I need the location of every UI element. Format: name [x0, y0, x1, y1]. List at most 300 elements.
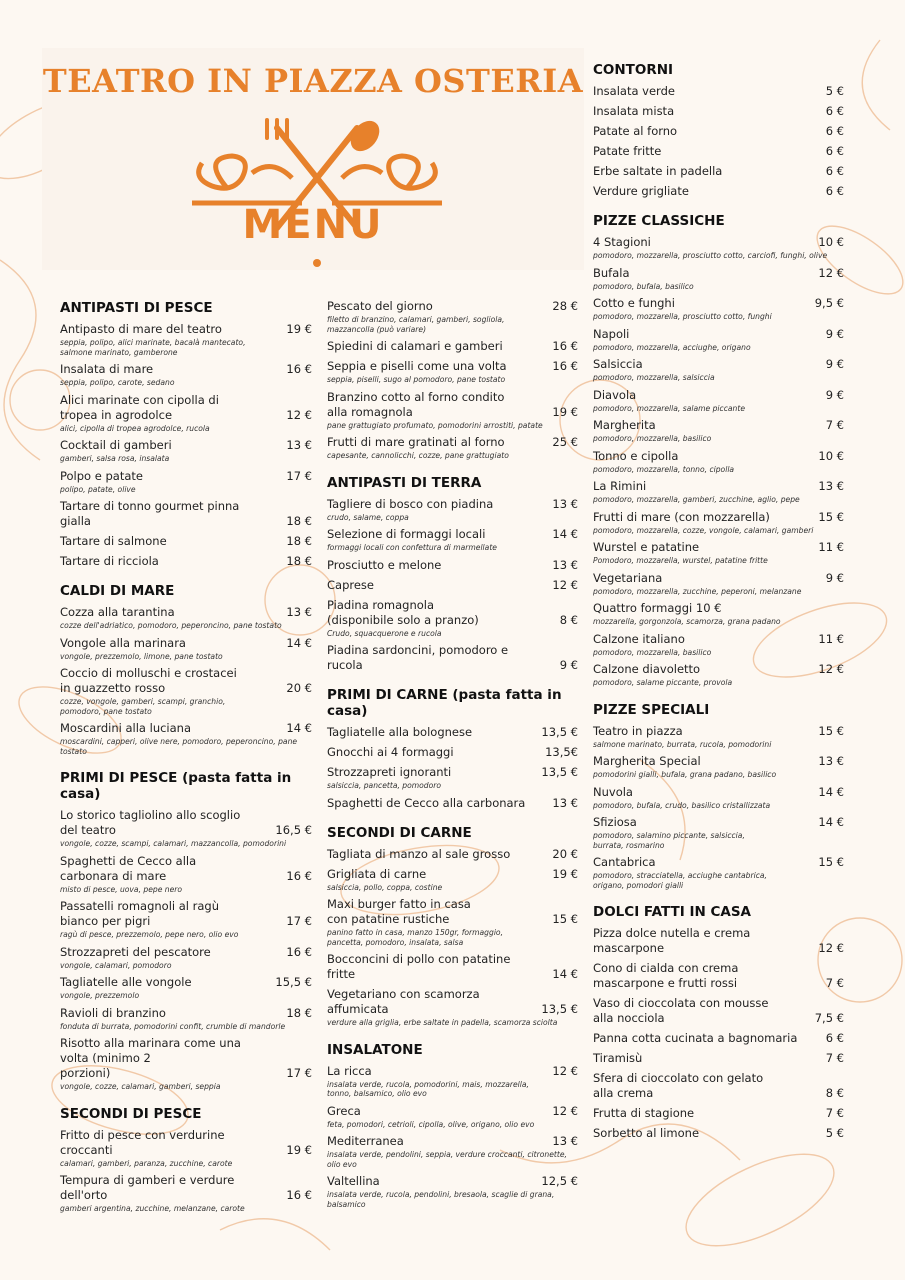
dish-price: 6 €	[825, 144, 844, 158]
dish-description: pomodoro, mozzarella, salame piccante	[593, 403, 745, 413]
dish-name: Tartare di ricciola	[60, 554, 159, 568]
menu-item	[593, 449, 844, 475]
dish-name: Vongole alla marinara	[60, 635, 186, 650]
dish-description: pomodoro, mozzarella, cozze, vongole, calamari, gamberi	[593, 525, 814, 535]
dish-name: Coccio di molluschi e crostacei in guazzetto rosso	[60, 666, 237, 695]
dish-description: vongole, cozze, calamari, gamberi, seppia	[60, 1082, 221, 1091]
menu-item	[327, 765, 578, 791]
menu-section	[60, 300, 312, 569]
menu-item	[60, 534, 312, 549]
dish-price: 14 €	[286, 635, 312, 650]
dish-name: Cocktail di gamberi	[60, 438, 172, 452]
dish-description: calamari, gamberi, paranza, zucchine, carote	[60, 1158, 233, 1168]
dish-description: insalata verde, rucola, pomodorini, mais, mozzarella, tonno, balsamico, olio evo	[327, 1079, 529, 1098]
dish-description: pomodoro, mozzarella, basilico	[593, 647, 712, 657]
dish-description: ragù di pesce, prezzemolo, pepe nero, olio evo	[60, 930, 239, 939]
menu-item	[593, 754, 844, 780]
dish-name: Frutti di mare gratinati al forno	[327, 435, 505, 449]
dish-name: Sfiziosa	[593, 815, 637, 829]
dish-name: Quattro formaggi 10 €	[593, 601, 722, 615]
dish-price: 10 €	[818, 448, 844, 463]
dish-price: 16 €	[552, 359, 578, 373]
dish-name: Ravioli di branzino	[60, 1005, 166, 1020]
dish-price: 13,5 €	[541, 765, 578, 779]
dish-name: Maxi burger fatto in casa con patatine rustiche	[327, 897, 471, 926]
dish-price: 16 €	[286, 1188, 312, 1202]
dish-price: 15 €	[818, 855, 844, 869]
dish-name: Risotto alla marinara come una volta (minimo 2 porzioni)	[60, 1036, 241, 1080]
dish-name: Bufala	[593, 265, 630, 280]
dish-name: Tartare di salmone	[60, 534, 167, 548]
dish-price: 13 €	[552, 795, 578, 810]
menu-item	[593, 104, 844, 119]
dish-price: 19 €	[552, 866, 578, 881]
dish-price: 13 €	[552, 1134, 578, 1148]
dish-price: 12 €	[552, 1063, 578, 1078]
menu-item	[60, 899, 312, 940]
menu-item	[327, 299, 578, 334]
section-title: CONTORNI	[593, 62, 674, 78]
dish-description: pomodorini gialli, bufala, grana padano, basilico	[593, 770, 777, 779]
dish-name: Vaso di cioccolata con mousse alla nocciola	[593, 996, 769, 1025]
menu-column-middle	[327, 299, 578, 1223]
section-title: CALDI DI MARE	[60, 583, 175, 599]
menu-item	[593, 164, 844, 179]
dish-name: Salsiccia	[593, 357, 643, 371]
menu-item	[327, 1174, 578, 1209]
menu-item	[593, 84, 844, 99]
menu-section	[327, 475, 578, 674]
dish-price: 12 €	[552, 577, 578, 592]
menu-item	[60, 808, 312, 849]
dish-description: alici, cipolla di tropea agrodolce, rucola	[60, 423, 210, 433]
dish-description: pomodoro, bufala, crudo, basilico cristallizzata	[593, 800, 771, 810]
dish-name: Spiedini di calamari e gamberi	[327, 339, 503, 353]
dish-price: 16 €	[286, 868, 312, 883]
menu-item	[327, 952, 578, 982]
menu-item	[593, 357, 844, 383]
dish-description: pomodoro, salamino piccante, salsiccia, burrata, rosmarino	[593, 831, 745, 850]
dish-description: formaggi locali con confettura di marmellate	[327, 543, 497, 552]
dish-name: Patate fritte	[593, 144, 662, 158]
dish-description: seppia, polipo, alici marinate, bacalà mantecato, salmone marinato, gamberone	[60, 338, 246, 357]
dish-price: 7,5 €	[814, 1011, 844, 1025]
menu-item	[593, 961, 844, 991]
dish-description: insalata verde, pendolini, seppia, verdure croccanti, citronette, olio evo	[327, 1150, 567, 1169]
dish-name: Margherita	[593, 418, 656, 432]
menu-item	[593, 996, 844, 1026]
menu-item	[60, 362, 312, 388]
dish-price: 16 €	[286, 362, 312, 376]
dish-name: Tagliata di manzo al sale grosso	[327, 846, 511, 861]
section-title: PRIMI DI PESCE (pasta fatta in casa)	[60, 770, 292, 802]
dish-name: Selezione di formaggi locali	[327, 527, 486, 541]
dish-name: Sorbetto al limone	[593, 1126, 700, 1140]
menu-item	[60, 721, 312, 756]
dish-price: 14 €	[818, 815, 844, 829]
dish-name: Tempura di gamberi e verdure dell'orto	[60, 1173, 235, 1202]
menu-item	[593, 235, 844, 261]
menu-item	[593, 418, 844, 444]
dish-name: Margherita Special	[593, 754, 701, 768]
dish-description: mozzarella, gorgonzola, scamorza, grana padano	[593, 617, 781, 626]
dish-price: 28 €	[552, 299, 578, 313]
dish-price: 11 €	[818, 540, 844, 554]
dish-price: 5 €	[825, 1126, 844, 1140]
dish-name: Calzone italiano	[593, 631, 685, 646]
dish-price: 12,5 €	[541, 1174, 578, 1188]
dish-price: 25 €	[552, 435, 578, 449]
dish-price: 13 €	[286, 605, 312, 619]
menu-item	[327, 1064, 578, 1099]
dish-price: 13 €	[552, 557, 578, 572]
dish-price: 13 €	[818, 754, 844, 768]
dish-price: 19 €	[286, 322, 312, 336]
menu-item	[593, 144, 844, 159]
menu-section	[593, 62, 844, 199]
menu-column-right	[593, 62, 844, 1155]
dish-name: Fritto di pesce con verdurine croccanti	[60, 1127, 225, 1157]
dish-description: seppia, polipo, carote, sedano	[60, 378, 175, 387]
dish-price: 9,5 €	[814, 296, 844, 310]
dish-name: Teatro in piazza	[593, 723, 683, 738]
menu-item	[593, 926, 844, 956]
menu-item	[593, 1031, 844, 1046]
dish-price: 18 €	[286, 554, 312, 568]
menu-item	[327, 867, 578, 893]
menu-item	[327, 339, 578, 354]
dish-price: 18 €	[286, 1005, 312, 1020]
dish-description: pomodoro, mozzarella, prosciutto cotto, funghi	[593, 312, 772, 321]
dish-name: Pescato del giorno	[327, 299, 433, 313]
dish-name: Frutta di stagione	[593, 1106, 695, 1120]
dish-price: 17 €	[286, 1066, 312, 1080]
dish-price: 12 €	[552, 1103, 578, 1118]
menu-item	[60, 945, 312, 971]
section-title: PIZZE SPECIALI	[593, 701, 710, 718]
menu-item	[327, 527, 578, 553]
dish-name: Tagliere di bosco con piadina	[327, 496, 494, 511]
dish-price: 9 €	[825, 326, 844, 341]
dish-price: 12 €	[818, 662, 844, 676]
menu-item	[593, 1126, 844, 1141]
dish-description: seppia, piselli, sugo al pomodoro, pane tostato	[327, 375, 506, 384]
dish-description: vongole, cozze, scampi, calamari, mazzancolla, pomodorini	[60, 839, 287, 848]
dish-name: 4 Stagioni	[593, 235, 651, 249]
dish-name: Branzino cotto al forno condito alla romagnola	[327, 389, 505, 419]
dish-name: Wurstel e patatine	[593, 540, 700, 554]
dish-name: Nuvola	[593, 784, 633, 799]
menu-section	[60, 1106, 312, 1214]
dish-name: Spaghetti de Cecco alla carbonara	[327, 795, 526, 810]
dish-name: Greca	[327, 1103, 361, 1118]
menu-item	[327, 598, 578, 639]
dish-description: cozze, vongole, gamberi, scampi, granchio, pomodoro, pane tostato	[60, 697, 226, 716]
dish-name: Insalata verde	[593, 84, 675, 98]
menu-item	[327, 897, 578, 947]
dish-description: pane grattugiato profumato, pomodorini arrostiti, patate	[327, 420, 543, 430]
dish-price: 12 €	[818, 265, 844, 280]
menu-item	[60, 975, 312, 1001]
dish-name: Strozzapreti del pescatore	[60, 944, 211, 959]
dish-description: filetto di branzino, calamari, gamberi, sogliola, mazzancolla (può variare)	[327, 315, 505, 334]
dish-price: 12 €	[818, 941, 844, 955]
dish-price: 16 €	[552, 339, 578, 353]
menu-item	[327, 847, 578, 862]
dish-description: crudo, salame, coppa	[327, 512, 409, 522]
dish-price: 8 €	[825, 1086, 844, 1100]
menu-item	[60, 1006, 312, 1032]
dish-description: Crudo, squacquerone e rucola	[327, 628, 442, 638]
dish-price: 15 €	[818, 723, 844, 738]
dish-price: 6 €	[825, 1031, 844, 1045]
menu-item	[327, 796, 578, 811]
dish-price: 9 €	[559, 658, 578, 672]
dish-name: Tagliatelle alle vongole	[60, 975, 192, 989]
menu-item	[60, 322, 312, 357]
section-title: SECONDI DI PESCE	[60, 1105, 202, 1122]
menu-item	[60, 1173, 312, 1214]
dish-description: pomodoro, bufala, basilico	[593, 281, 694, 291]
dish-name: Cotto e funghi	[593, 296, 675, 310]
menu-section	[593, 213, 844, 688]
menu-item	[327, 1104, 578, 1130]
section-title: SECONDI DI CARNE	[327, 824, 472, 841]
menu-heading: MENU	[242, 202, 384, 248]
dish-price: 6 €	[825, 124, 844, 138]
menu-section	[60, 583, 312, 756]
dish-price: 9 €	[825, 387, 844, 402]
dish-description: cozze dell'adriatico, pomodoro, peperoncino, pane tostato	[60, 621, 282, 630]
menu-item	[60, 1128, 312, 1169]
dish-price: 15 €	[818, 509, 844, 524]
dish-name: Calzone diavoletto	[593, 662, 701, 676]
menu-item	[60, 499, 312, 529]
dish-name: Napoli	[593, 326, 630, 341]
menu-item	[60, 438, 312, 464]
dish-name: Vegetariano con scamorza affumicata	[327, 987, 480, 1016]
dish-description: pomodoro, mozzarella, acciughe, origano	[593, 342, 751, 352]
dish-name: Valtellina	[327, 1174, 380, 1188]
menu-section	[327, 687, 578, 811]
menu-item	[60, 636, 312, 662]
dish-price: 12 €	[286, 407, 312, 422]
dish-price: 9 €	[825, 570, 844, 585]
dish-name: Mediterranea	[327, 1134, 404, 1148]
dish-description: vongole, prezzemolo	[60, 991, 140, 1000]
dish-description: vongole, prezzemolo, limone, pane tostato	[60, 651, 223, 661]
menu-item	[593, 479, 844, 505]
dish-name: Insalata di mare	[60, 362, 154, 376]
menu-item	[593, 184, 844, 199]
menu-item	[593, 266, 844, 292]
dish-description: insalata verde, rucola, pendolini, bresaola, scaglie di grana, balsamico	[327, 1190, 555, 1209]
dish-description: pomodoro, mozzarella, gamberi, zucchine, aglio, pepe	[593, 495, 800, 504]
dish-price: 13 €	[552, 496, 578, 511]
menu-item	[327, 987, 578, 1028]
dish-price: 11 €	[818, 631, 844, 646]
menu-section	[327, 299, 578, 461]
menu-item	[593, 785, 844, 811]
dish-price: 20 €	[286, 681, 312, 695]
menu-item	[593, 815, 844, 850]
dish-price: 16,5 €	[275, 823, 312, 837]
menu-item	[593, 510, 844, 536]
menu-section	[593, 702, 844, 891]
dish-price: 7 €	[825, 418, 844, 432]
dish-name: Prosciutto e melone	[327, 557, 442, 572]
dish-price: 14 €	[552, 527, 578, 541]
dish-name: Polpo e patate	[60, 468, 143, 483]
dish-name: Panna cotta cucinata a bagnomaria	[593, 1031, 798, 1045]
menu-item	[593, 327, 844, 353]
dish-name: Bocconcini di pollo con patatine fritte	[327, 952, 511, 981]
menu-item	[60, 1036, 312, 1092]
dish-name: Grigliata di carne	[327, 866, 427, 881]
dish-description: gamberi, salsa rosa, insalata	[60, 454, 170, 463]
menu-item	[327, 643, 578, 673]
dish-name: Tiramisù	[593, 1051, 643, 1065]
dish-description: capesante, cannolicchi, cozze, pane grattugiato	[327, 451, 509, 460]
menu-item	[593, 296, 844, 322]
dish-price: 18 €	[286, 534, 312, 548]
menu-item	[593, 1071, 844, 1101]
dish-name: Tagliatelle alla bolognese	[327, 725, 473, 739]
dish-name: Moscardini alla luciana	[60, 721, 192, 735]
section-title: ANTIPASTI DI TERRA	[327, 474, 482, 491]
menu-section	[327, 1042, 578, 1210]
dish-description: salsiccia, pancetta, pomodoro	[327, 781, 442, 790]
menu-item	[60, 554, 312, 569]
dish-price: 13,5 €	[541, 1002, 578, 1016]
dish-description: misto di pesce, uova, pepe nero	[60, 884, 183, 894]
dish-price: 8 €	[559, 612, 578, 627]
menu-item	[593, 1051, 844, 1066]
dish-price: 5 €	[825, 84, 844, 98]
dish-name: Piadina sardoncini, pomodoro e rucola	[327, 643, 509, 672]
menu-section	[593, 904, 844, 1141]
dish-name: Seppia e piselli come una volta	[327, 359, 507, 373]
menu-item	[60, 393, 312, 434]
dish-name: Tonno e cipolla	[593, 448, 679, 463]
menu-item	[593, 601, 844, 627]
dish-name: Spaghetti de Cecco alla carbonara di mare	[60, 853, 197, 883]
dish-name: Alici marinate con cipolla di tropea in agrodolce	[60, 392, 219, 422]
section-title: PIZZE CLASSICHE	[593, 213, 725, 229]
menu-item	[327, 725, 578, 740]
menu-item	[60, 605, 312, 631]
dish-price: 6 €	[825, 164, 844, 178]
menu-item	[60, 469, 312, 495]
section-title: ANTIPASTI DI PESCE	[60, 300, 213, 316]
dish-name: La ricca	[327, 1063, 372, 1078]
dish-name: Antipasto di mare del teatro	[60, 322, 222, 336]
menu-item	[593, 571, 844, 597]
menu-item	[327, 359, 578, 385]
menu-item	[593, 540, 844, 566]
menu-item	[593, 855, 844, 890]
dish-description: pomodoro, stracciatella, acciughe cantabrica, origano, pomodori gialli	[593, 871, 767, 890]
dish-name: Cono di cialda con crema mascarpone e frutti rossi	[593, 961, 739, 990]
dish-name: Verdure grigliate	[593, 184, 689, 198]
dish-price: 7 €	[825, 976, 844, 990]
menu-item	[327, 497, 578, 523]
dish-description: fonduta di burrata, pomodorini confit, crumble di mandorle	[60, 1021, 286, 1031]
menu-item	[327, 435, 578, 461]
dish-name: Pizza dolce nutella e crema mascarpone	[593, 926, 751, 955]
menu-item	[593, 724, 844, 750]
section-title: PRIMI DI CARNE (pasta fatta in casa)	[327, 687, 562, 719]
menu-column-left	[60, 300, 312, 1228]
dish-name: Piadina romagnola (disponibile solo a pranzo)	[327, 597, 479, 627]
dish-name: Gnocchi ai 4 formaggi	[327, 745, 454, 759]
restaurant-name: TEATRO IN PIAZZA OSTERIA	[42, 62, 584, 100]
menu-item	[593, 632, 844, 658]
dish-description: pomodoro, mozzarella, salsiccia	[593, 373, 715, 382]
dish-price: 19 €	[552, 404, 578, 419]
menu-item	[593, 1106, 844, 1121]
dish-price: 9 €	[825, 357, 844, 371]
menu-item	[327, 745, 578, 760]
dish-name: Strozzapreti ignoranti	[327, 765, 452, 779]
dish-description: pomodoro, salame piccante, provola	[593, 678, 733, 687]
dish-price: 13 €	[818, 479, 844, 493]
dish-name: Passatelli romagnoli al ragù bianco per pigri	[60, 899, 220, 928]
dish-price: 15,5 €	[275, 975, 312, 989]
dish-description: polipo, patate, olive	[60, 484, 136, 494]
menu-item	[327, 578, 578, 593]
dish-price: 14 €	[286, 721, 312, 735]
dish-description: panino fatto in casa, manzo 150gr, formaggio, pancetta, pomodoro, insalata, salsa	[327, 928, 503, 947]
dish-price: 13,5 €	[541, 725, 578, 739]
menu-item	[593, 388, 844, 414]
dish-price: 6 €	[825, 184, 844, 198]
dish-price: 13,5€	[545, 745, 578, 759]
dish-description: salmone marinato, burrata, rucola, pomodorini	[593, 739, 772, 749]
dish-name: Caprese	[327, 577, 374, 592]
dish-price: 16 €	[286, 944, 312, 959]
dish-description: salsiccia, pollo, coppa, costine	[327, 882, 443, 892]
menu-item	[593, 124, 844, 139]
dish-name: Vegetariana	[593, 570, 663, 585]
dish-description: pomodoro, mozzarella, basilico	[593, 434, 712, 443]
dish-name: Erbe saltate in padella	[593, 164, 723, 178]
menu-item	[60, 666, 312, 716]
dish-price: 15 €	[552, 912, 578, 926]
dish-price: 18 €	[286, 514, 312, 528]
dish-description: feta, pomodori, cetrioli, cipolla, olive, origano, olio evo	[327, 1119, 535, 1129]
dish-name: Diavola	[593, 387, 637, 402]
dish-name: Tartare di tonno gourmet pinna gialla	[60, 499, 240, 528]
section-title: DOLCI FATTI IN CASA	[593, 904, 751, 920]
dish-price: 7 €	[825, 1106, 844, 1120]
dish-price: 13 €	[286, 438, 312, 452]
dish-name: Cantabrica	[593, 855, 656, 869]
dish-price: 10 €	[818, 235, 844, 249]
dish-price: 14 €	[818, 784, 844, 799]
menu-item	[327, 558, 578, 573]
dish-price: 17 €	[286, 914, 312, 928]
dish-description: pomodoro, mozzarella, tonno, cipolla	[593, 464, 735, 474]
dish-price: 6 €	[825, 104, 844, 118]
menu-header	[42, 48, 584, 270]
menu-section	[60, 770, 312, 1092]
dish-price: 20 €	[552, 846, 578, 861]
dish-price: 7 €	[825, 1051, 844, 1065]
menu-item	[327, 390, 578, 431]
menu-item	[593, 662, 844, 688]
dish-description: pomodoro, mozzarella, zucchine, peperoni, melanzane	[593, 586, 802, 596]
